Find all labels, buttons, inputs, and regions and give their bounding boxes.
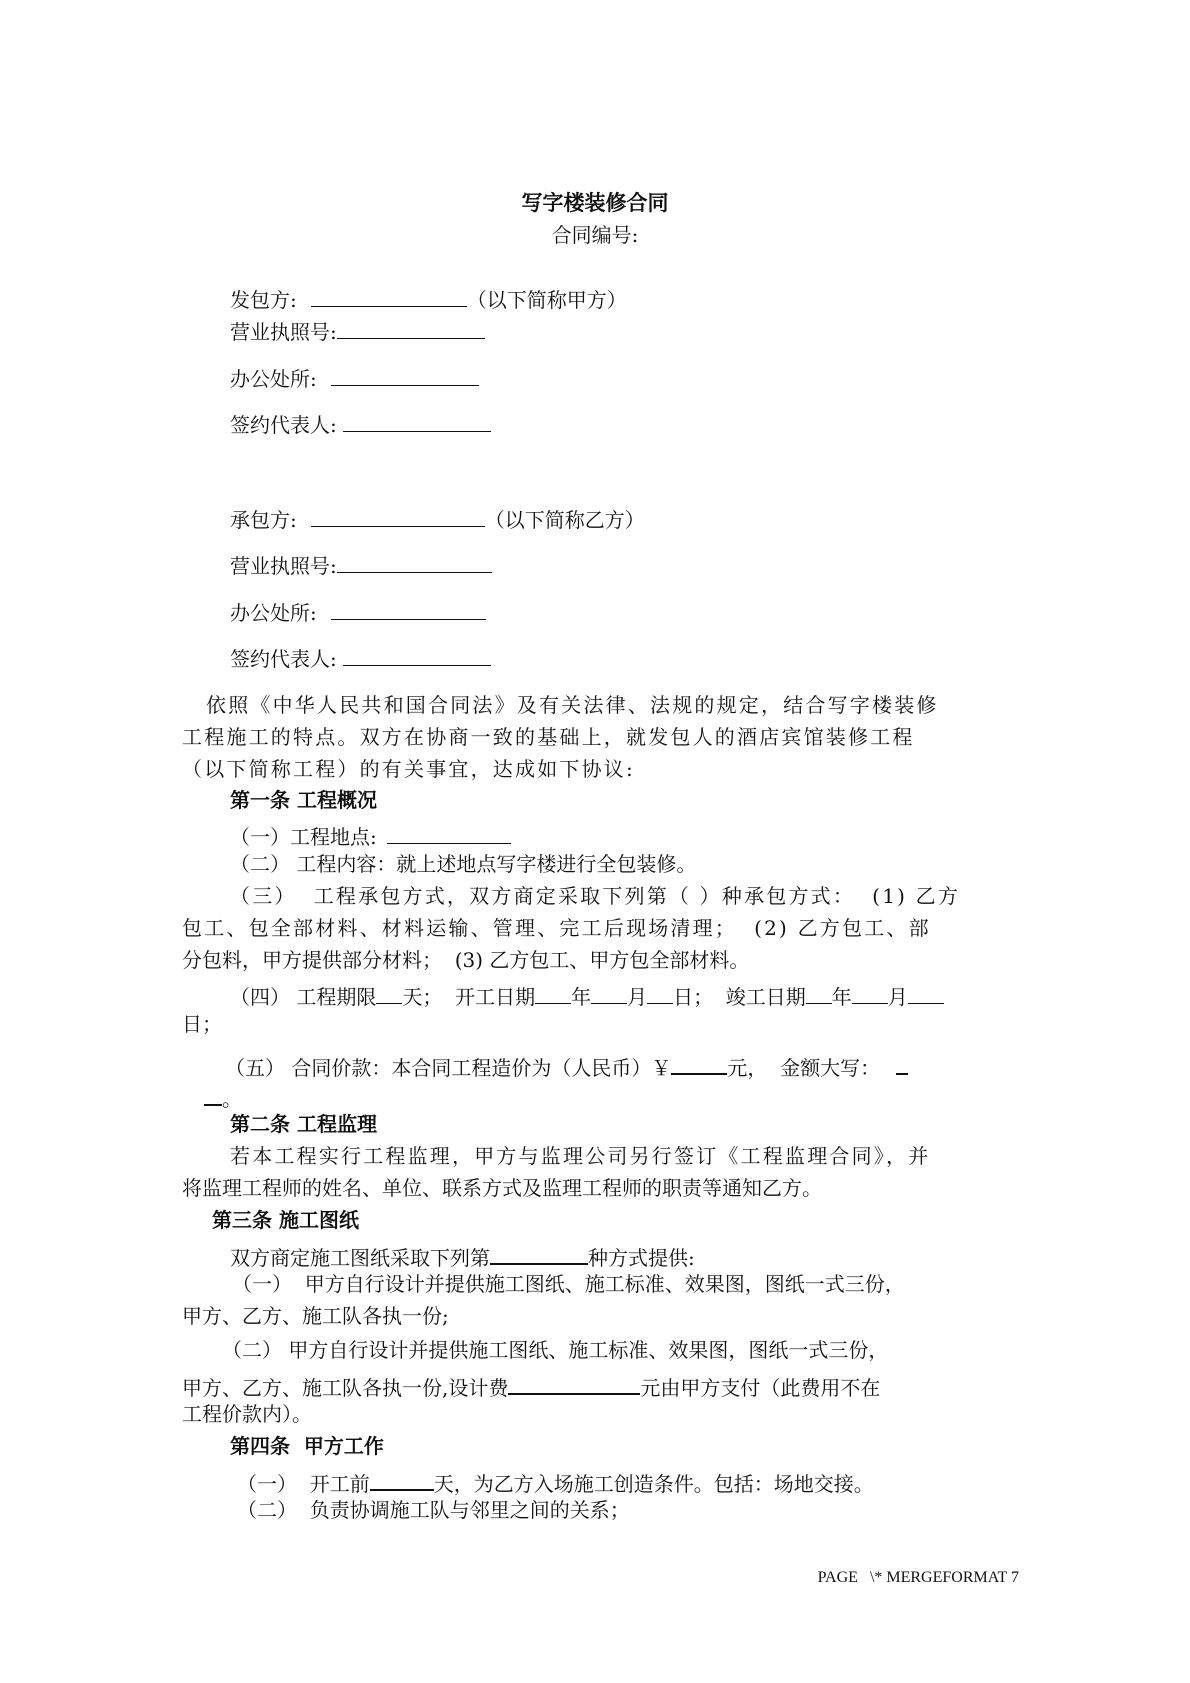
- design-fee-label: 甲方、乙方、施工队各执一份,设计费: [182, 1376, 509, 1400]
- price-label: （五） 合同价款：本合同工程造价为（人民币）￥: [225, 1056, 672, 1080]
- pre-start-days-blank: [370, 1468, 434, 1491]
- site-location-blank: [387, 822, 511, 844]
- article-4-heading: 第四条 甲方工作: [230, 1434, 384, 1458]
- page-footer: PAGE \* MERGEFORMAT 7: [817, 1569, 1019, 1586]
- article-1-item-3-line-1: （三） 工程承包方式，双方商定采取下列第（ ）种承包方式： (1) 乙方: [230, 884, 961, 908]
- party-b-license-blank: [337, 551, 492, 573]
- price-words-end: 。: [222, 1087, 242, 1111]
- article-3-item-1-line-2: 甲方、乙方、施工队各执一份;: [182, 1304, 449, 1328]
- party-b-office-line: [230, 598, 486, 623]
- article-1-item-5: [225, 1052, 908, 1078]
- party-b-office-blank: [331, 598, 486, 620]
- end-month-blank: [852, 982, 888, 1004]
- start-month-unit: 月: [627, 985, 648, 1009]
- party-a-office-line: [230, 364, 479, 389]
- party-b-label: 承包方:: [230, 508, 297, 532]
- party-b-blank: [311, 505, 485, 527]
- article-1-item-2: （二） 工程内容：就上述地点写字楼进行全包装修。: [230, 852, 697, 876]
- preamble-line-3: （以下简称工程）的有关事宜，达成如下协议:: [182, 757, 635, 781]
- party-a-office-label: 办公处所:: [230, 367, 317, 391]
- party-a-rep-line: [230, 410, 491, 435]
- article-3-heading: 第三条 施工图纸: [212, 1208, 359, 1232]
- start-date-label: 天； 开工日期: [402, 985, 536, 1009]
- price-words-blank: [896, 1052, 908, 1075]
- price-amount-blank: [671, 1052, 727, 1075]
- article-1-item-1: [230, 822, 511, 847]
- article-1-item-1-label: （一）工程地点:: [230, 825, 377, 849]
- article-3-item-2-line-1: （二） 甲方自行设计并提供施工图纸、施工标准、效果图，图纸一式三份，: [222, 1338, 889, 1362]
- party-b-rep-blank: [343, 644, 491, 666]
- party-a-office-blank: [331, 364, 479, 386]
- party-a-license-line: [230, 317, 485, 342]
- article-4-item-2: （二） 负责协调施工队与邻里之间的关系；: [237, 1498, 630, 1522]
- preamble-line-1: 依照《中华人民共和国合同法》及有关法律、法规的规定，结合写字楼装修: [206, 693, 939, 717]
- start-year-unit: 年: [571, 985, 592, 1009]
- article-3-item-2-line-2: [182, 1372, 880, 1398]
- end-day-blank: [908, 982, 944, 1004]
- design-fee-suffix: 元由甲方支付（此费用不在: [640, 1376, 881, 1400]
- article-1-heading: 第一条 工程概况: [230, 788, 377, 812]
- article-3-item-2-line-3: 工程价款内）。: [182, 1402, 312, 1426]
- contract-number-label: 合同编号:: [551, 223, 639, 247]
- article-1-item-3-line-2: 包工、包全部材料、材料运输、管理、完工后现场清理； (2) 乙方包工、部: [182, 916, 931, 940]
- duration-days-blank: [376, 982, 402, 1004]
- party-a-rep-label: 签约代表人:: [230, 413, 337, 437]
- price-words-blank-cont: [204, 1083, 222, 1106]
- drawing-method-blank: [490, 1242, 588, 1265]
- start-month-blank: [591, 982, 627, 1004]
- preamble-line-2: 工程施工的特点。双方在协商一致的基础上，就发包人的酒店宾馆装修工程: [182, 725, 915, 749]
- party-b-license-line: [230, 551, 492, 576]
- party-a-line: [230, 285, 627, 310]
- article-1-item-4: [230, 982, 944, 1007]
- pre-start-suffix: 天，为乙方入场施工创造条件。包括：场地交接。: [433, 1472, 874, 1496]
- article-1-item-4-end: 日；: [182, 1012, 222, 1036]
- end-year-unit: 年: [831, 985, 852, 1009]
- party-a-blank: [311, 285, 467, 307]
- end-month-unit: 月: [887, 985, 908, 1009]
- end-year-blank: [806, 982, 832, 1004]
- article-1-item-5-end: [204, 1083, 242, 1109]
- document-title: 写字楼装修合同: [521, 190, 669, 215]
- party-a-label: 发包方:: [230, 288, 297, 312]
- article-3-intro: [230, 1242, 695, 1268]
- start-day-blank: [647, 982, 673, 1004]
- party-b-license-label: 营业执照号:: [230, 554, 337, 578]
- party-a-suffix: （以下简称甲方）: [466, 288, 627, 312]
- pre-start-label: （一） 开工前: [237, 1472, 370, 1496]
- duration-label: （四） 工程期限: [230, 985, 377, 1009]
- party-a-license-label: 营业执照号:: [230, 320, 337, 344]
- party-a-rep-blank: [343, 410, 491, 432]
- party-b-rep-line: [230, 644, 491, 669]
- article-2-line-2: 将监理工程师的姓名、单位、联系方式及监理工程师的职责等通知乙方。: [182, 1176, 822, 1200]
- party-b-rep-label: 签约代表人:: [230, 647, 337, 671]
- start-year-blank: [535, 982, 571, 1004]
- party-a-license-blank: [337, 317, 485, 339]
- article-1-item-3-line-3: 分包料，甲方提供部分材料； (3) 乙方包工、甲方包全部材料。: [182, 948, 750, 972]
- design-fee-blank: [508, 1372, 640, 1395]
- party-b-line: [230, 505, 645, 530]
- article-2-line-1: 若本工程实行工程监理，甲方与监理公司另行签订《工程监理合同》，并: [230, 1144, 931, 1168]
- article-3-item-1-line-1: （一） 甲方自行设计并提供施工图纸、施工标准、效果图，图纸一式三份，: [232, 1272, 905, 1296]
- article-4-item-1: [237, 1468, 874, 1494]
- drawing-method-label: 双方商定施工图纸采取下列第: [230, 1246, 490, 1270]
- end-date-label: 日； 竣工日期: [673, 985, 806, 1009]
- party-b-office-label: 办公处所:: [230, 601, 317, 625]
- article-2-heading: 第二条 工程监理: [230, 1112, 377, 1136]
- price-words-label: 元， 金额大写：: [727, 1056, 881, 1080]
- drawing-method-suffix: 种方式提供:: [588, 1246, 695, 1270]
- party-b-suffix: （以下简称乙方）: [484, 508, 645, 532]
